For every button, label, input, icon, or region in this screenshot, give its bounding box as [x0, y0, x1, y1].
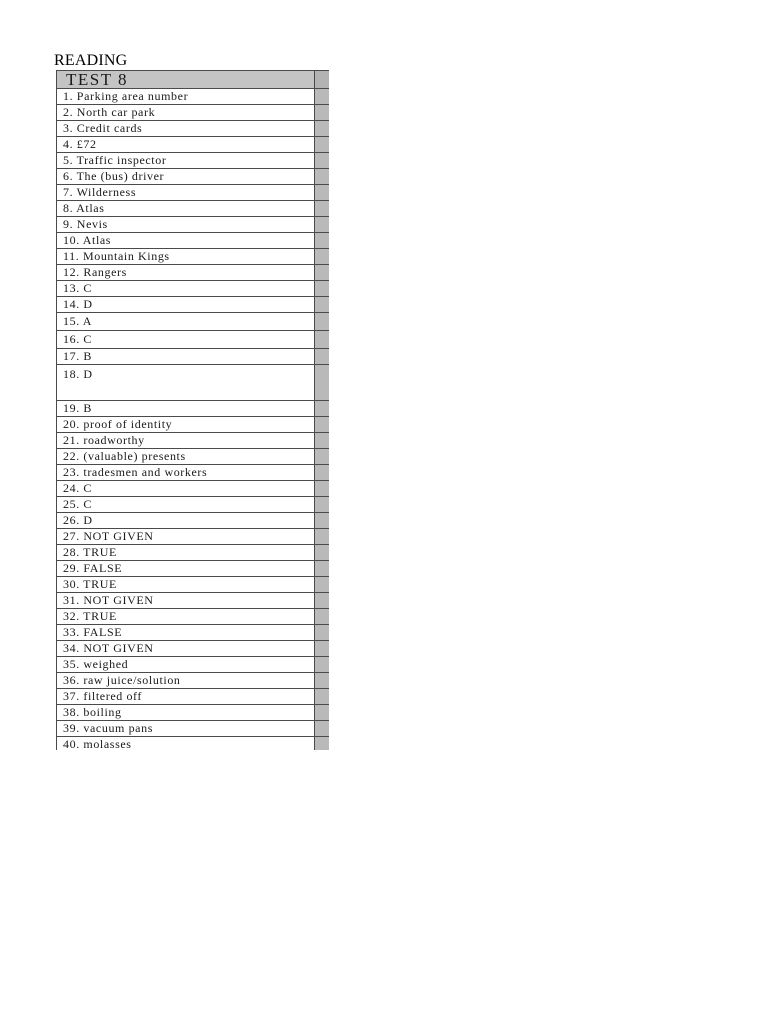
answer-cell: 12. Rangers	[57, 265, 315, 281]
answer-cell: 33. FALSE	[57, 625, 315, 641]
answer-cell: 27. NOT GIVEN	[57, 529, 315, 545]
table-row	[57, 217, 330, 233]
table-row	[57, 331, 330, 349]
answer-cell: 13. C	[57, 281, 315, 297]
answer-cell: 7. Wilderness	[57, 185, 315, 201]
table-row	[57, 545, 330, 561]
answer-cell: 26. D	[57, 513, 315, 529]
cut-off-cell	[315, 265, 330, 281]
answer-cell: 5. Traffic inspector	[57, 153, 315, 169]
answer-cell: 15. A	[57, 313, 315, 331]
cut-off-cell	[315, 137, 330, 153]
answer-cell: 28. TRUE	[57, 545, 315, 561]
cut-off-cell	[315, 153, 330, 169]
table-row	[57, 465, 330, 481]
answer-cell: 25. C	[57, 497, 315, 513]
cut-off-cell	[315, 169, 330, 185]
answer-cell: 2. North car park	[57, 105, 315, 121]
table-row	[57, 401, 330, 417]
answer-cell: 20. proof of identity	[57, 417, 315, 433]
table-row	[57, 89, 330, 105]
cut-off-cell	[315, 737, 330, 751]
cut-off-cell	[315, 465, 330, 481]
cut-off-cell	[315, 593, 330, 609]
table-row	[57, 737, 330, 751]
answer-cell: 35. weighed	[57, 657, 315, 673]
cut-off-cell	[315, 497, 330, 513]
table-row	[57, 561, 330, 577]
table-row	[57, 365, 330, 401]
table-row	[57, 657, 330, 673]
table-row	[57, 249, 330, 265]
cut-off-cell	[315, 217, 330, 233]
page-heading: READING	[54, 52, 128, 69]
cut-off-cell	[315, 281, 330, 297]
answer-cell: 17. B	[57, 349, 315, 365]
cut-off-cell	[315, 401, 330, 417]
table-row	[57, 689, 330, 705]
table-row	[57, 721, 330, 737]
answer-cell: 37. filtered off	[57, 689, 315, 705]
cut-off-cell	[315, 417, 330, 433]
answer-cell: 16. C	[57, 331, 315, 349]
answer-cell: 18. D	[57, 365, 315, 401]
table-row	[57, 313, 330, 331]
table-row	[57, 577, 330, 593]
answer-cell: 32. TRUE	[57, 609, 315, 625]
cut-off-cell	[315, 201, 330, 217]
cut-off-cell	[315, 529, 330, 545]
cut-off-cell	[315, 705, 330, 721]
answer-cell: 21. roadworthy	[57, 433, 315, 449]
table-row	[57, 297, 330, 313]
cut-off-cell	[315, 249, 330, 265]
answer-cell: 40. molasses	[57, 737, 315, 751]
cut-off-cell	[315, 545, 330, 561]
answer-cell: 4. £72	[57, 137, 315, 153]
cut-off-cell	[315, 313, 330, 331]
cut-off-cell	[315, 331, 330, 349]
answer-key-table	[56, 70, 329, 750]
answer-cell: 3. Credit cards	[57, 121, 315, 137]
answer-cell: 39. vacuum pans	[57, 721, 315, 737]
table-row	[57, 201, 330, 217]
table-row	[57, 433, 330, 449]
answer-cell: 9. Nevis	[57, 217, 315, 233]
cut-off-cell	[315, 513, 330, 529]
table-header-row	[57, 71, 330, 89]
table-row	[57, 529, 330, 545]
cut-off-cell	[315, 297, 330, 313]
cut-off-cell	[315, 561, 330, 577]
cut-off-cell	[315, 673, 330, 689]
answer-cell: 8. Atlas	[57, 201, 315, 217]
cut-off-cell	[315, 625, 330, 641]
table-row	[57, 169, 330, 185]
cut-off-cell	[315, 365, 330, 401]
table-row	[57, 233, 330, 249]
cut-off-cell	[315, 449, 330, 465]
table-row	[57, 349, 330, 365]
cut-off-cell	[315, 721, 330, 737]
table-row	[57, 481, 330, 497]
answer-cell: 1. Parking area number	[57, 89, 315, 105]
table-row	[57, 153, 330, 169]
cut-off-cell	[315, 481, 330, 497]
table-row	[57, 449, 330, 465]
cut-off-cell	[315, 577, 330, 593]
table-row	[57, 641, 330, 657]
answer-cell: 14. D	[57, 297, 315, 313]
table-row	[57, 497, 330, 513]
cut-off-cell	[315, 641, 330, 657]
table-row	[57, 185, 330, 201]
table-row	[57, 593, 330, 609]
table-row	[57, 609, 330, 625]
answer-cell: 23. tradesmen and workers	[57, 465, 315, 481]
answer-cell: 30. TRUE	[57, 577, 315, 593]
answer-table	[56, 70, 329, 750]
answer-cell: 38. boiling	[57, 705, 315, 721]
cut-off-cell	[315, 89, 330, 105]
table-row	[57, 513, 330, 529]
table-row	[57, 265, 330, 281]
cut-off-cell	[315, 349, 330, 365]
table-row	[57, 705, 330, 721]
answer-cell: 31. NOT GIVEN	[57, 593, 315, 609]
cut-off-cell	[315, 233, 330, 249]
table-header-cut-column	[315, 71, 330, 89]
table-row	[57, 105, 330, 121]
table-header-test-title: TEST 8	[57, 71, 315, 89]
cut-off-cell	[315, 185, 330, 201]
cut-off-cell	[315, 689, 330, 705]
answer-cell: 19. B	[57, 401, 315, 417]
cut-off-cell	[315, 657, 330, 673]
table-row	[57, 625, 330, 641]
table-row	[57, 121, 330, 137]
table-row	[57, 137, 330, 153]
answer-cell: 24. C	[57, 481, 315, 497]
cut-off-cell	[315, 121, 330, 137]
table-row	[57, 417, 330, 433]
cut-off-cell	[315, 105, 330, 121]
answer-cell: 11. Mountain Kings	[57, 249, 315, 265]
cut-off-cell	[315, 433, 330, 449]
table-row	[57, 281, 330, 297]
table-row	[57, 673, 330, 689]
answer-cell: 29. FALSE	[57, 561, 315, 577]
answer-cell: 10. Atlas	[57, 233, 315, 249]
cut-off-cell	[315, 609, 330, 625]
answer-cell: 34. NOT GIVEN	[57, 641, 315, 657]
answer-cell: 22. (valuable) presents	[57, 449, 315, 465]
answer-cell: 6. The (bus) driver	[57, 169, 315, 185]
answer-cell: 36. raw juice/solution	[57, 673, 315, 689]
